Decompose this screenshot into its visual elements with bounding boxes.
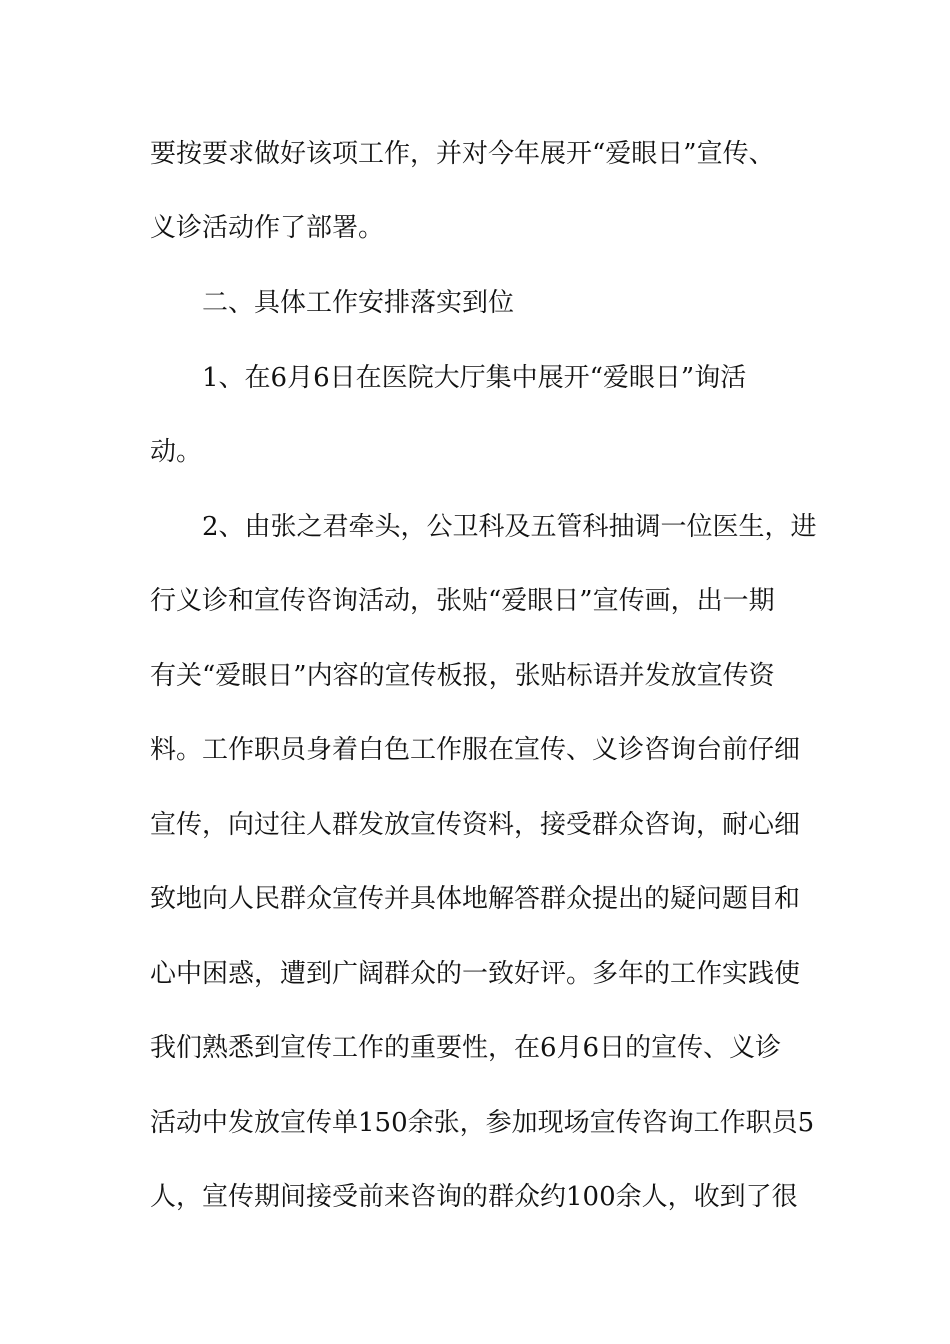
- section-heading: 二、具体工作安排落实到位: [202, 288, 515, 318]
- text-line-10: 宣传，向过往人群发放宣传资料，接受群众咨询，耐心细: [150, 810, 801, 840]
- text-line-9: 料。工作职员身着白色工作服在宣传、义诊咨询台前仔细: [150, 735, 801, 765]
- text-line-5: 动。: [150, 437, 203, 467]
- text-line-8: 有关“爱眼日”内容的宣传板报，张贴标语并发放宣传资: [150, 661, 775, 691]
- text-line-4: 1、在6月6日在医院大厅集中展开“爱眼日”询活: [202, 363, 747, 393]
- text-line-15: 人，宣传期间接受前来咨询的群众约100余人，收到了很: [150, 1182, 798, 1212]
- text-line-14: 活动中发放宣传单150余张，参加现场宣传咨询工作职员5: [150, 1108, 815, 1138]
- text-line-2: 义诊活动作了部署。: [150, 213, 385, 243]
- text-line-7: 行义诊和宣传咨询活动，张贴“爱眼日”宣传画，出一期: [150, 586, 775, 616]
- text-line-13: 我们熟悉到宣传工作的重要性，在6月6日的宣传、义诊: [150, 1033, 782, 1063]
- text-line-6: 2、由张之君牵头，公卫科及五管科抽调一位医生，进: [202, 512, 817, 542]
- text-line-12: 心中困惑，遭到广阔群众的一致好评。多年的工作实践使: [150, 959, 801, 989]
- text-line-11: 致地向人民群众宣传并具体地解答群众提出的疑问题目和: [150, 884, 801, 914]
- text-line-1: 要按要求做好该项工作，并对今年展开“爱眼日”宣传、: [150, 139, 775, 169]
